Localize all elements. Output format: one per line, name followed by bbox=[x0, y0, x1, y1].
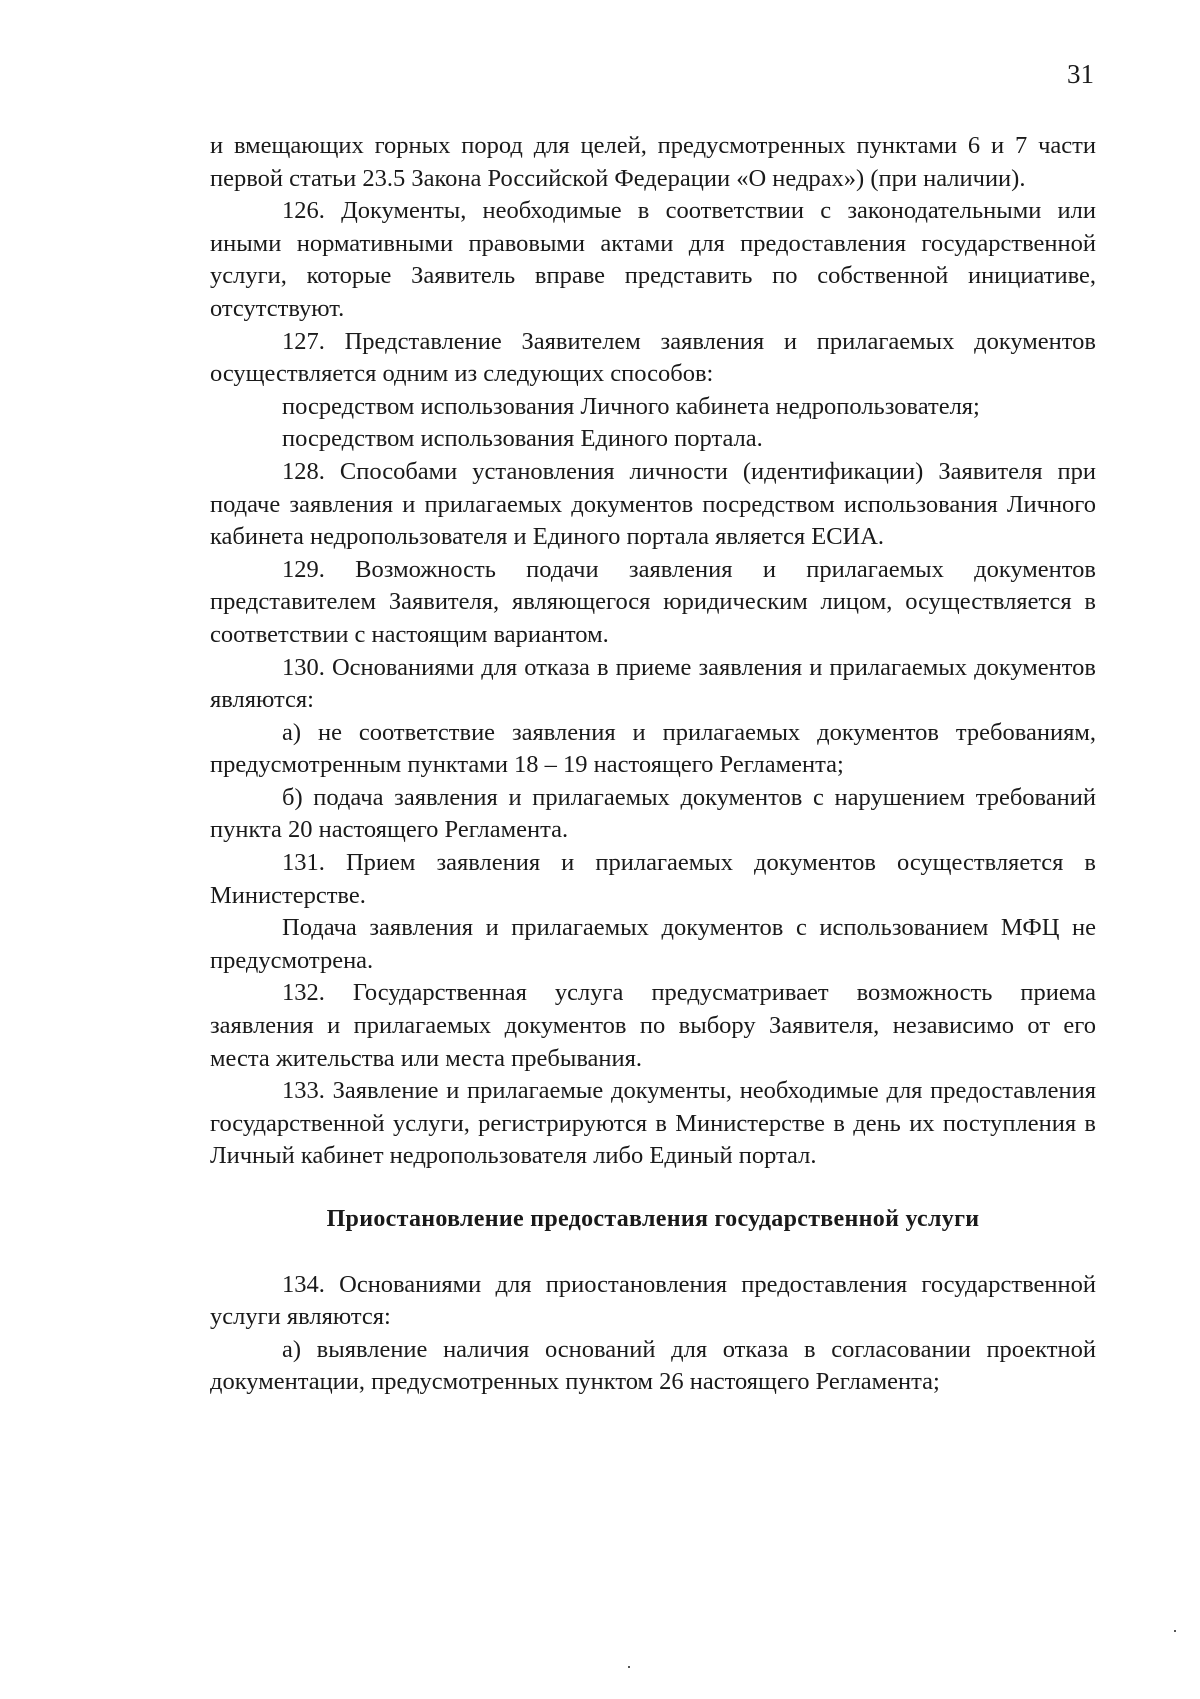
paragraph: посредством использования Личного кабинета недропользователя; bbox=[282, 392, 980, 420]
paragraph: 129. Возможность подачи заявления и прилагаемых документов представителем Заявителя, являющегося юридическим лицом, осуществляется в соответствии с настоящим вариантом. bbox=[210, 555, 1096, 648]
paragraph: 126. Документы, необходимые в соответствии с законодательными или иными нормативными правовыми актами для предоставления государственной услуги, которые Заявитель вправе представить по собственной инициативе, отсутствуют. bbox=[210, 197, 1096, 322]
paragraph: 133. Заявление и прилагаемые документы, необходимые для предоставления государственной услуги, регистрируются в Министерстве в день их поступления в Личный кабинет недропользователя либо Единый портал. bbox=[210, 1077, 1096, 1170]
paragraph: а) выявление наличия оснований для отказа в согласовании проектной документации, предусмотренных пунктом 26 настоящего Регламента; bbox=[210, 1335, 1096, 1396]
paragraph: 127. Представление Заявителем заявления и прилагаемых документов осуществляется одним из следующих способов: bbox=[210, 327, 1096, 388]
scan-speck bbox=[628, 1666, 630, 1668]
document-body bbox=[210, 130, 1096, 1399]
scan-speck bbox=[1174, 1630, 1176, 1632]
paragraph: 134. Основаниями для приостановления предоставления государственной услуги являются: bbox=[210, 1270, 1096, 1331]
page-number: 31 bbox=[1067, 59, 1094, 89]
paragraph: 128. Способами установления личности (идентификации) Заявителя при подаче заявления и прилагаемых документов посредством использования Личного кабинета недропользователя и Единого портала является ЕСИА. bbox=[210, 457, 1096, 551]
paragraph: б) подача заявления и прилагаемых документов с нарушением требований пункта 20 настоящего Регламента. bbox=[210, 783, 1096, 844]
section-heading: Приостановление предоставления государственной услуги bbox=[326, 1206, 980, 1232]
paragraph: а) не соответствие заявления и прилагаемых документов требованиям, предусмотренным пунктами 18 – 19 настоящего Регламента; bbox=[210, 718, 1096, 779]
paragraph: Подача заявления и прилагаемых документов с использованием МФЦ не предусмотрена. bbox=[210, 914, 1096, 974]
paragraph: 131. Прием заявления и прилагаемых документов осуществляется в Министерстве. bbox=[210, 849, 1096, 909]
paragraph: 130. Основаниями для отказа в приеме заявления и прилагаемых документов являются: bbox=[210, 653, 1096, 714]
paragraph: и вмещающих горных пород для целей, предусмотренных пунктами 6 и 7 части первой статьи 23.5 Закона Российской Федерации «О недрах») (при наличии). bbox=[210, 132, 1096, 192]
paragraph: 132. Государственная услуга предусматривает возможность приема заявления и прилагаемых документов по выбору Заявителя, независимо от его места жительства или места пребывания. bbox=[210, 979, 1096, 1072]
paragraph: посредством использования Единого портала. bbox=[282, 425, 763, 453]
